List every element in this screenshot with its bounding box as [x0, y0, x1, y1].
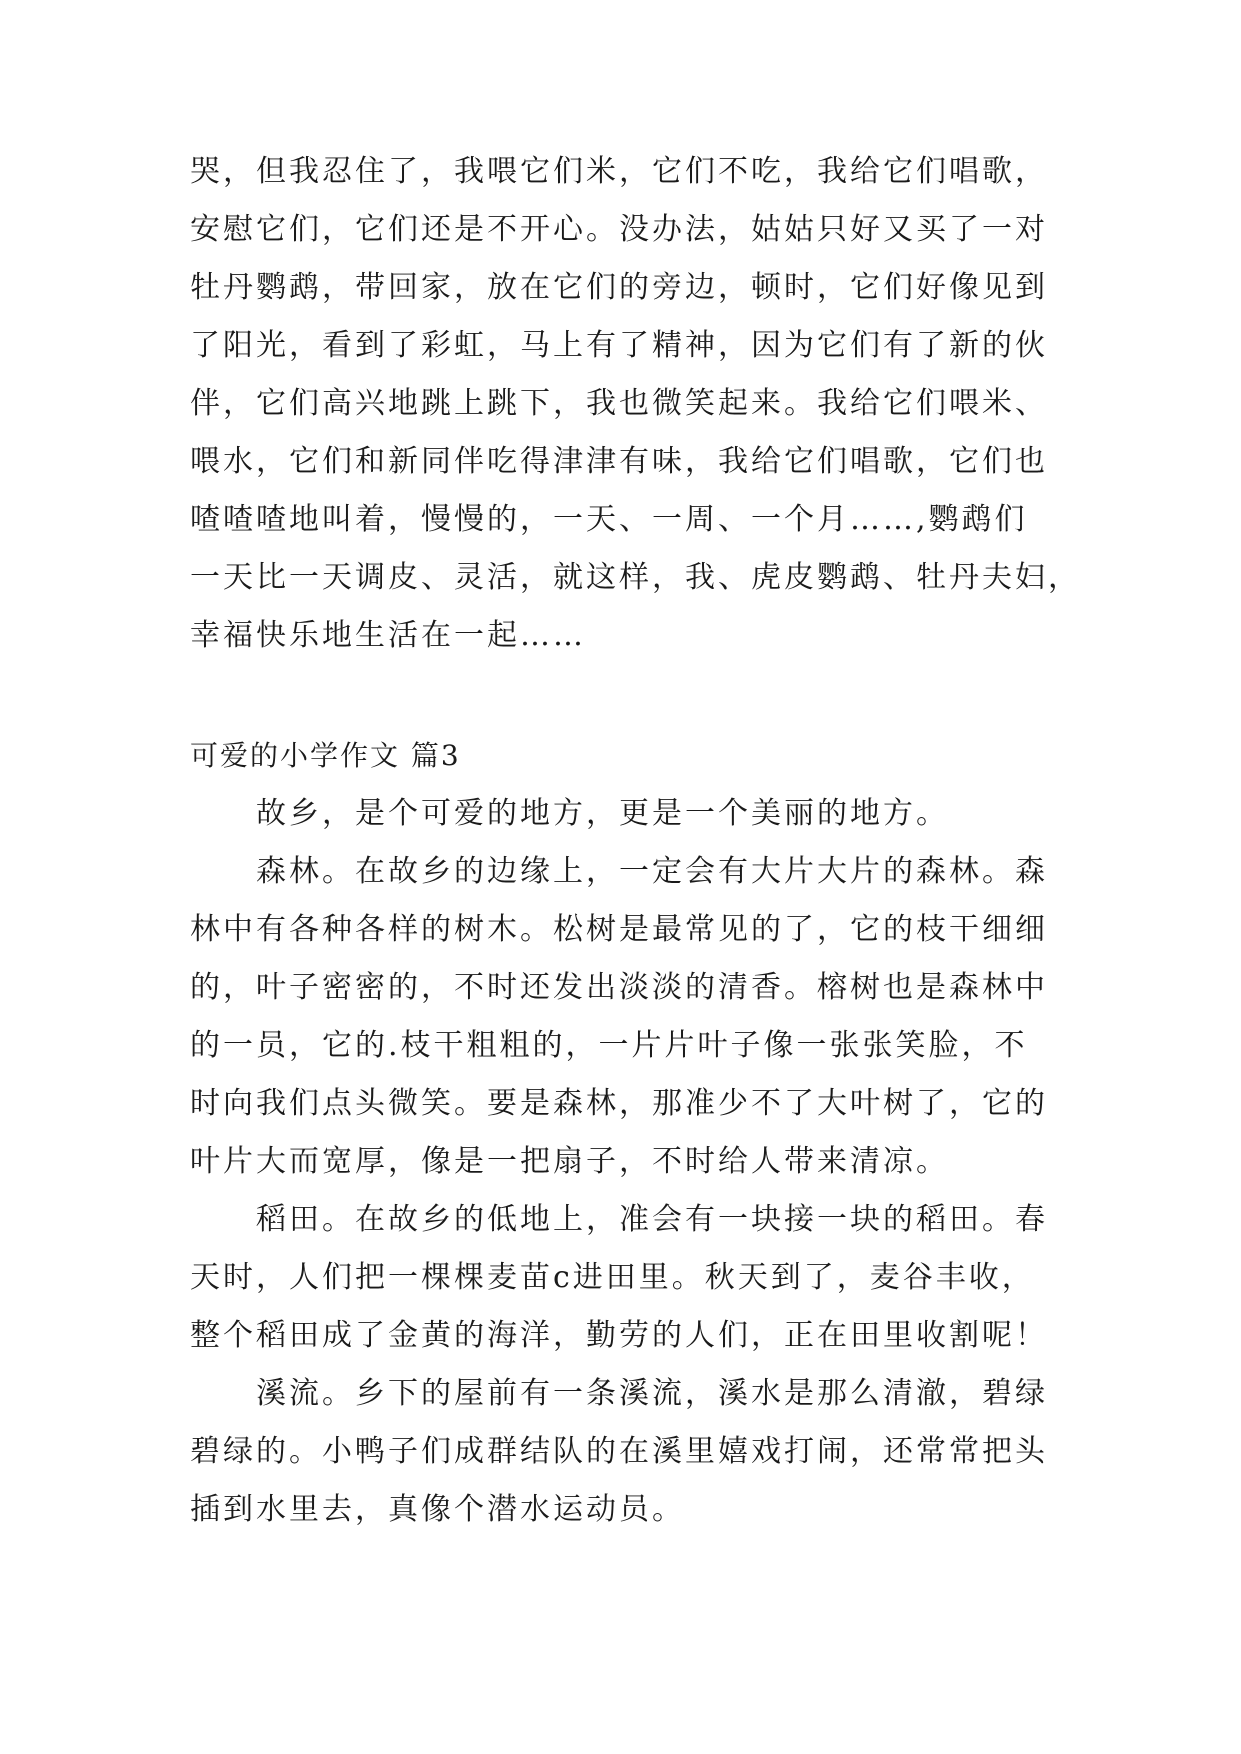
paragraph-line: 溪流。乡下的屋前有一条溪流，溪水是那么清澈，碧绿: [256, 1376, 1048, 1411]
intro-line: 喳喳喳地叫着，慢慢的，一天、一周、一个月……,鹦鹉们: [190, 502, 1028, 537]
paragraph-line: 碧绿的。小鸭子们成群结队的在溪里嬉戏打闹，还常常把头: [190, 1434, 1048, 1469]
intro-line: 一天比一天调皮、灵活，就这样，我、虎皮鹦鹉、牡丹夫妇，: [190, 560, 1081, 595]
paragraph-line: 稻田。在故乡的低地上，准会有一块接一块的稻田。春: [256, 1202, 1048, 1237]
paragraph-line: 森林。在故乡的边缘上，一定会有大片大片的森林。森: [256, 854, 1048, 889]
paragraph-line: 的一员，它的.枝干粗粗的，一片片叶子像一张张笑脸，不: [190, 1028, 1028, 1063]
intro-line: 安慰它们，它们还是不开心。没办法，姑姑只好又买了一对: [190, 212, 1048, 247]
paragraph-line: 故乡，是个可爱的地方，更是一个美丽的地方。: [256, 796, 949, 831]
paragraph-line: 林中有各种各样的树木。松树是最常见的了，它的枝干细细: [190, 912, 1048, 947]
intro-line: 幸福快乐地生活在一起……: [190, 618, 586, 653]
paragraph-line: 整个稻田成了金黄的海洋，勤劳的人们，正在田里收割呢！: [190, 1318, 1048, 1353]
paragraph-line: 插到水里去，真像个潜水运动员。: [190, 1492, 685, 1527]
section-title: 可爱的小学作文 篇3: [190, 739, 461, 772]
intro-line: 了阳光，看到了彩虹，马上有了精神，因为它们有了新的伙: [190, 328, 1048, 363]
paragraph-line: 的，叶子密密的，不时还发出淡淡的清香。榕树也是森林中: [190, 970, 1048, 1005]
paragraph-line: 时向我们点头微笑。要是森林，那准少不了大叶树了，它的: [190, 1086, 1048, 1121]
intro-line: 哭，但我忍住了，我喂它们米，它们不吃，我给它们唱歌，: [190, 154, 1048, 189]
intro-line: 牡丹鹦鹉，带回家，放在它们的旁边，顿时，它们好像见到: [190, 270, 1048, 305]
intro-line: 伴，它们高兴地跳上跳下，我也微笑起来。我给它们喂米、: [190, 386, 1048, 421]
paragraph-line: 叶片大而宽厚，像是一把扇子，不时给人带来清凉。: [190, 1144, 949, 1179]
paragraph-line: 天时，人们把一棵棵麦苗c进田里。秋天到了，麦谷丰收，: [190, 1260, 1035, 1295]
intro-line: 喂水，它们和新同伴吃得津津有味，我给它们唱歌，它们也: [190, 444, 1048, 479]
